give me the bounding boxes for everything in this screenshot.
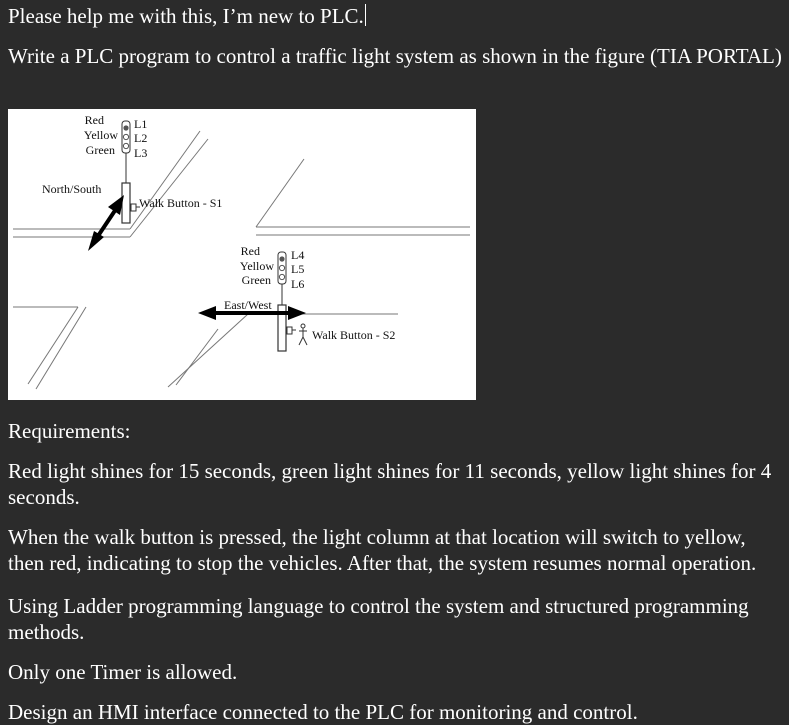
road-edge: [168, 314, 248, 387]
ew-red-label: Red: [240, 244, 260, 258]
lamp-l6-label: L6: [291, 277, 305, 291]
requirements-heading: Requirements:: [8, 419, 131, 443]
pedestrian-icon: [299, 324, 307, 345]
ew-green-lamp-icon: [279, 274, 284, 279]
ns-green-lamp-icon: [123, 143, 128, 148]
requirement-item: When the walk button is pressed, the light column at that location will switch to yellow, then red, indicating to stop the vehicles. After that, the system resumes normal operation.: [8, 525, 757, 575]
ew-yellow-lamp-icon: [279, 265, 284, 270]
road-edge: [28, 307, 78, 384]
road-edge: [176, 329, 218, 385]
ns-yellow-label: Yellow: [83, 128, 118, 142]
ns-light-pole: [122, 183, 130, 223]
road-edge: [256, 159, 304, 227]
intersection-diagram: [8, 109, 476, 400]
ns-red-lamp-icon: [123, 125, 128, 130]
ns-yellow-lamp-icon: [123, 134, 128, 139]
question-title: [8, 3, 366, 29]
question-title-text: Please help me with this, I’m new to PLC.: [8, 4, 364, 28]
ew-walk-button-label: Walk Button - S2: [312, 328, 396, 342]
requirement-item: Only one Timer is allowed.: [8, 660, 238, 684]
ew-yellow-label: Yellow: [239, 259, 274, 273]
lamp-l2-label: L2: [134, 131, 148, 145]
requirement-item: Design an HMI interface connected to the PLC for monitoring and control.: [8, 700, 638, 724]
traffic-intersection-figure: [8, 109, 476, 400]
road-edge: [36, 307, 86, 389]
requirement-item: Using Ladder programming language to control the system and structured programming methods.: [8, 594, 749, 644]
ns-red-label: Red: [84, 113, 104, 127]
ew-direction-label: East/West: [224, 298, 272, 312]
lamp-l5-label: L5: [291, 262, 305, 276]
ns-green-label: Green: [85, 143, 115, 157]
ns-direction-label: North/South: [42, 182, 102, 196]
ns-direction-arrow: [88, 195, 124, 251]
ew-red-lamp-icon: [279, 256, 284, 261]
ew-green-label: Green: [241, 273, 271, 287]
lamp-l3-label: L3: [134, 146, 148, 160]
text-cursor: [365, 4, 366, 26]
requirement-item: Red light shines for 15 seconds, green light shines for 11 seconds, yellow light shines for 4 seconds.: [8, 459, 772, 509]
lamp-l4-label: L4: [291, 248, 305, 262]
lamp-l1-label: L1: [134, 117, 148, 131]
walk-button-s2-icon: [287, 327, 292, 334]
task-description: Write a PLC program to control a traffic light system as shown in the figure (TIA PORTAL): [8, 44, 782, 68]
walk-button-s1-icon: [131, 204, 136, 211]
ns-walk-button-label: Walk Button - S1: [139, 196, 223, 210]
